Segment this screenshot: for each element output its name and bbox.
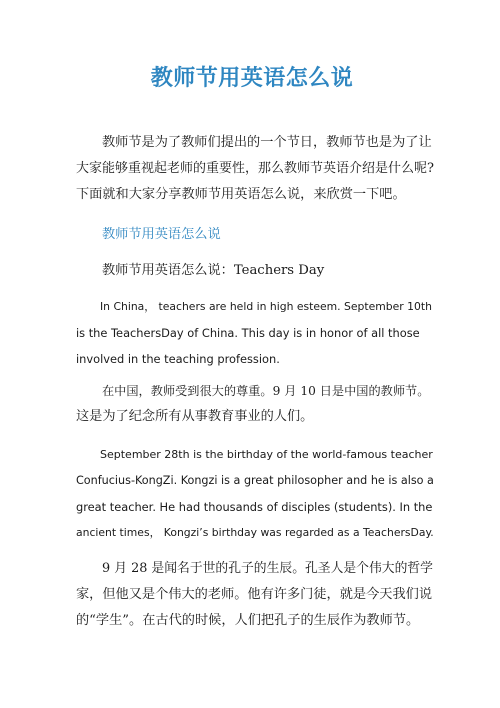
intro-line-3: 下面就和大家分享教师节用英语怎么说，来欣赏一下吧。	[76, 187, 406, 202]
section-heading-block	[76, 222, 432, 248]
chinese-paragraph-2	[76, 556, 432, 634]
chinese-paragraph-1	[76, 378, 432, 430]
english-paragraph-1	[76, 294, 432, 372]
document-title: 教师节用英语怎么说	[150, 66, 354, 91]
answer-line: 教师节用英语怎么说：Teachers Day	[102, 263, 325, 278]
cn1-line-1: 在中国，教师受到很大的尊重。9 月 10 日是中国的教师节。	[102, 384, 430, 398]
cn2-line-2: 家，但他又是个伟大的老师。他有许多门徒，就是今天我们说	[76, 587, 433, 602]
section-heading: 教师节用英语怎么说	[102, 227, 221, 242]
en1-line-3: involved in the teaching profession.	[76, 352, 280, 366]
en1-line-2: is the TeachersDay of China. This day is in honor of all those	[76, 326, 420, 340]
cn1-line-2: 这是为了纪念所有从事教育事业的人们。	[76, 409, 314, 424]
english-paragraph-2	[76, 442, 432, 546]
intro-paragraph	[76, 130, 432, 208]
en2-line-2: Confucius-KongZi. Kongzi is a great philosopher and he is also a	[76, 474, 434, 487]
answer-block	[76, 258, 432, 284]
en2-line-3: great teacher. He had thousands of disciples (students). In the	[76, 500, 433, 514]
en2-line-4: ancient times， Kongzi’s birthday was regarded as a TeachersDay.	[76, 526, 434, 539]
intro-line-1: 教师节是为了教师们提出的一个节日，教师节也是为了让	[102, 135, 432, 150]
en2-line-1: September 28th is the birthday of the world-famous teacher	[100, 448, 433, 461]
cn2-line-3: 的“学生”。在古代的时候，人们把孔子的生辰作为教师节。	[76, 613, 420, 628]
en1-line-1: In China， teachers are held in high esteem. September 10th	[100, 300, 432, 313]
intro-line-2: 大家能够重视起老师的重要性，那么教师节英语介绍是什么呢?	[76, 161, 434, 176]
cn2-line-1: 9 月 28 是闻名于世的孔子的生辰。孔圣人是个伟大的哲学	[102, 561, 433, 576]
